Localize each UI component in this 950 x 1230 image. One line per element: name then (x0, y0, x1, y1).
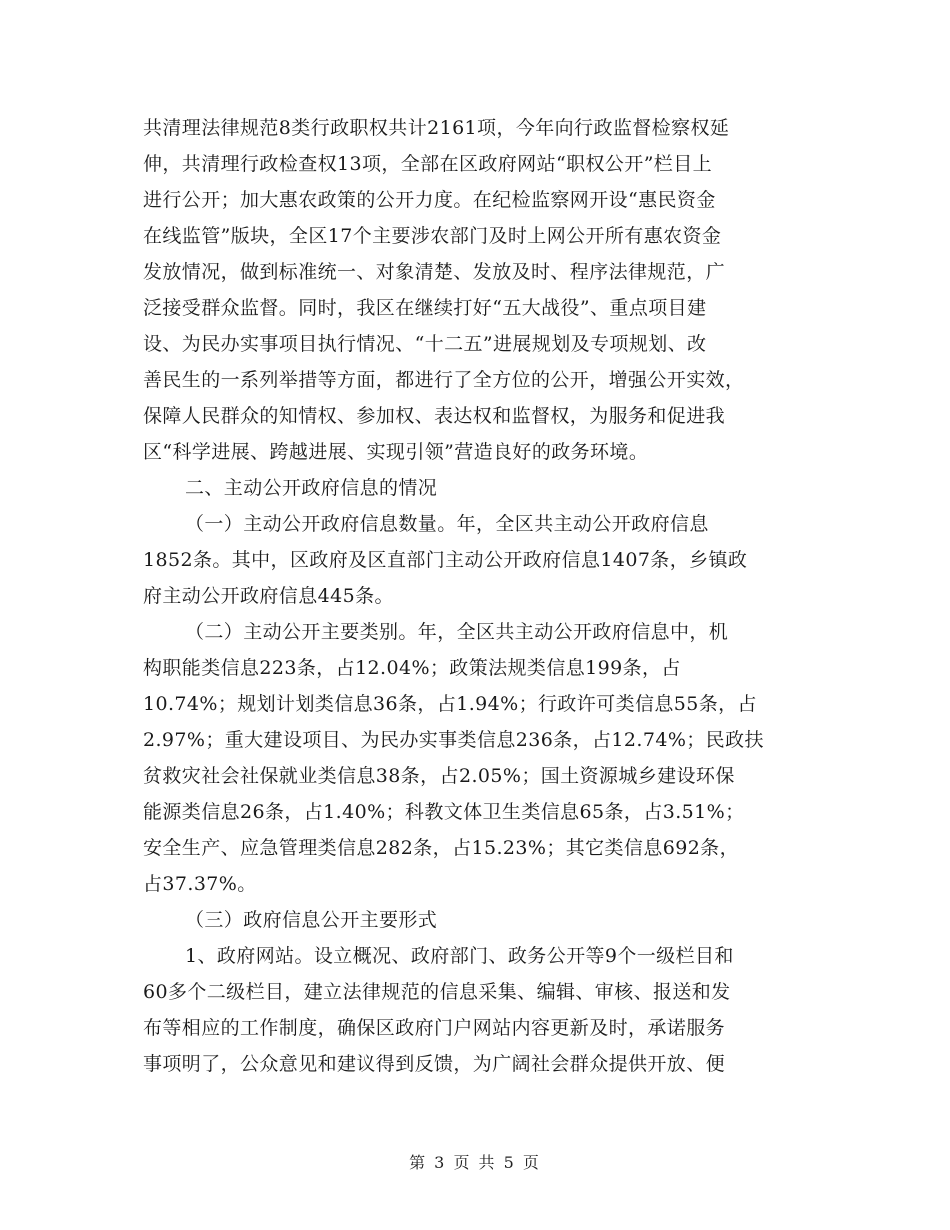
page-number-footer: 第 3 页 共 5 页 (409, 1153, 541, 1172)
paragraph-line: 区“科学进展、跨越进展、实现引领”营造良好的政务环境。 (143, 441, 649, 463)
paragraph-line: 伸，共清理行政检查权13项，全部在区政府网站“职权公开”栏目上 (143, 153, 713, 175)
paragraph-line: 1852条。其中，区政府及区直部门主动公开政府信息1407条，乡镇政 (143, 549, 748, 571)
body-text (143, 110, 805, 1082)
paragraph-line: 府主动公开政府信息445条。 (143, 585, 394, 607)
paragraph-line: 设、为民办实事项目执行情况、“十二五”进展规划及专项规划、改 (143, 333, 707, 355)
paragraph-line: 在线监管”版块，全区17个主要涉农部门及时上网公开所有惠农资金 (143, 225, 722, 247)
paragraph-line: 进行公开；加大惠农政策的公开力度。在纪检监察网开设“惠民资金 (143, 189, 716, 211)
paragraph-line: （二）主动公开主要类别。年，全区共主动公开政府信息中，机 (185, 621, 729, 643)
paragraph-line: 10.74%；规划计划类信息36条，占1.94%；行政许可类信息55条，占 (143, 693, 757, 715)
paragraph-line: 泛接受群众监督。同时，我区在继续打好“五大战役”、重点项目建 (143, 297, 707, 319)
paragraph-line: 能源类信息26条，占1.40%；科教文体卫生类信息65条，占3.51%； (143, 801, 745, 823)
paragraph-line: 占37.37%。 (143, 873, 257, 895)
paragraph-line: 事项明了，公众意见和建议得到反馈，为广阔社会群众提供开放、便 (143, 1053, 726, 1075)
paragraph-line: 布等相应的工作制度，确保区政府门户网站内容更新及时，承诺服务 (143, 1017, 726, 1039)
paragraph-line: 贫救灾社会社保就业类信息38条，占2.05%；国土资源城乡建设环保 (143, 765, 735, 787)
paragraph-line: 善民生的一系列举措等方面，都进行了全方位的公开，增强公开实效， (143, 369, 745, 391)
paragraph-line: 共清理法律规范8类行政职权共计2161项，今年向行政监督检察权延 (143, 117, 730, 139)
paragraph-line: 保障人民群众的知情权、参加权、表达权和监督权，为服务和促进我 (143, 405, 726, 427)
paragraph-line: 构职能类信息223条，占12.04%；政策法规类信息199条，占 (143, 657, 681, 679)
paragraph-line: 1、政府网站。设立概况、政府部门、政务公开等9个一级栏目和 (185, 945, 734, 967)
paragraph-line: 发放情况，做到标准统一、对象清楚、发放及时、程序法律规范，广 (143, 261, 726, 283)
paragraph-line: 60多个二级栏目，建立法律规范的信息采集、编辑、审核、报送和发 (143, 981, 731, 1003)
subsection-heading: （三）政府信息公开主要形式 (185, 909, 438, 931)
paragraph-line: （一）主动公开政府信息数量。年，全区共主动公开政府信息 (185, 513, 709, 535)
section-heading: 二、主动公开政府信息的情况 (185, 477, 438, 499)
paragraph-line: 安全生产、应急管理类信息282条，占15.23%；其它类信息692条， (143, 837, 739, 859)
paragraph-line: 2.97%；重大建设项目、为民办实事类信息236条，占12.74%；民政扶 (143, 729, 764, 751)
